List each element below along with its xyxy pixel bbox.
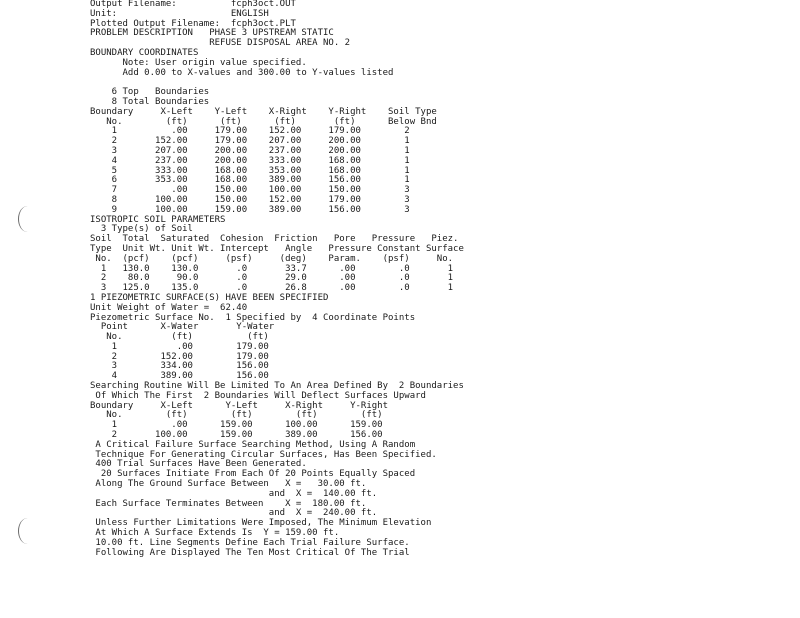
document-line: 6 353.00 168.00 389.00 156.00 1	[90, 175, 410, 186]
document-line: Unit Weight of Water = 62.40	[90, 302, 248, 313]
document-line: 2 100.00 159.00 389.00 156.00	[90, 430, 383, 441]
document-line: 5 333.00 168.00 353.00 168.00 1	[90, 165, 410, 176]
document-line: Boundary X-Left Y-Left X-Right Y-Right	[90, 400, 389, 411]
document-line: REFUSE DISPOSAL AREA NO. 2	[90, 38, 351, 49]
document-line: Output Filename: fcph3oct.OUT	[90, 0, 296, 9]
document-line: No. (pcf) (pcf) (psf) (deg) Param. (psf) No.	[90, 253, 454, 264]
document-line: Soil Total Saturated Cohesion Friction Pore Pressure Piez.	[90, 234, 459, 245]
document-line: 9 100.00 159.00 389.00 156.00 3	[90, 204, 410, 215]
document-line: 4 237.00 200.00 333.00 168.00 1	[90, 155, 410, 166]
document-line: No. (ft) (ft) (ft) (ft) Below Bnd	[90, 116, 437, 127]
document-line: Each Surface Terminates Between X = 180.00 ft.	[90, 498, 367, 509]
document-line: Of Which The First 2 Boundaries Will Deflect Surfaces Upward	[90, 390, 426, 401]
binder-hole-mark	[18, 206, 37, 232]
document-line: PROBLEM DESCRIPTION PHASE 3 UPSTREAM STATIC	[90, 28, 334, 39]
document-line: 7 .00 150.00 100.00 150.00 3	[90, 185, 410, 196]
document-line: 20 Surfaces Initiate From Each Of 20 Points Equally Spaced	[90, 469, 416, 480]
document-line: Point X-Water Y-Water	[90, 322, 275, 333]
document-line: 2 152.00 179.00 207.00 200.00 1	[90, 136, 410, 147]
document-line: Following Are Displayed The Ten Most Critical Of The Trial	[90, 547, 410, 558]
binder-hole-mark	[18, 518, 37, 544]
document-line: Unit: ENGLISH	[90, 8, 269, 19]
document-line: 3 125.0 135.0 .0 26.8 .00 .0 1	[90, 283, 454, 294]
document-line: Searching Routine Will Be Limited To An Area Defined By 2 Boundaries	[90, 381, 464, 392]
document-line: 2 152.00 179.00	[90, 351, 269, 362]
document-line: and X = 140.00 ft.	[90, 488, 378, 499]
document-line: Add 0.00 to X-values and 300.00 to Y-values listed	[90, 67, 394, 78]
document-line: 6 Top Boundaries	[90, 87, 210, 98]
document-line: No. (ft) (ft) (ft) (ft)	[90, 410, 383, 421]
document-line: 3 207.00 200.00 237.00 200.00 1	[90, 145, 410, 156]
document-line: ISOTROPIC SOIL PARAMETERS	[90, 214, 226, 225]
document-line: Boundary X-Left Y-Left X-Right Y-Right Soil Type	[90, 106, 437, 117]
document-line: 400 Trial Surfaces Have Been Generated.	[90, 459, 307, 470]
document-line: and X = 240.00 ft.	[90, 508, 378, 519]
document-line: A Critical Failure Surface Searching Method, Using A Random	[90, 439, 416, 450]
document-line: 2 80.0 90.0 .0 29.0 .00 .0 1	[90, 273, 454, 284]
document-line: 3 334.00 156.00	[90, 361, 269, 372]
document-line: BOUNDARY COORDINATES	[90, 47, 199, 58]
document-line: Note: User origin value specified.	[90, 57, 307, 68]
document-line: 3 Type(s) of Soil	[90, 224, 193, 235]
document-line: At Which A Surface Extends Is Y = 159.00 ft.	[90, 528, 340, 539]
document-line: 10.00 ft. Line Segments Define Each Trial Failure Surface.	[90, 537, 410, 548]
document-line: No. (ft) (ft)	[90, 332, 269, 343]
document-line: 1 .00 179.00	[90, 341, 269, 352]
document-line: 4 389.00 156.00	[90, 371, 269, 382]
document-line: Along The Ground Surface Between X = 30.00 ft.	[90, 479, 367, 490]
document-line: Type Unit Wt. Unit Wt. Intercept Angle Pressure Constant Surface	[90, 243, 464, 254]
document-line: Piezometric Surface No. 1 Specified by 4 Coordinate Points	[90, 312, 416, 323]
document-line: 8 Total Boundaries	[90, 96, 210, 107]
document-line: 1 130.0 130.0 .0 33.7 .00 .0 1	[90, 263, 454, 274]
document-line: 1 PIEZOMETRIC SURFACE(S) HAVE BEEN SPECIFIED	[90, 292, 329, 303]
document-line: 8 100.00 150.00 152.00 179.00 3	[90, 194, 410, 205]
document-line: 1 .00 179.00 152.00 179.00 2	[90, 126, 410, 137]
document-line: Unless Further Limitations Were Imposed, The Minimum Elevation	[90, 518, 432, 529]
document-line: Technique For Generating Circular Surfaces, Has Been Specified.	[90, 449, 437, 460]
document-text	[90, 0, 464, 558]
document-line: 1 .00 159.00 100.00 159.00	[90, 420, 383, 431]
document-line: Plotted Output Filename: fcph3oct.PLT	[90, 18, 296, 29]
